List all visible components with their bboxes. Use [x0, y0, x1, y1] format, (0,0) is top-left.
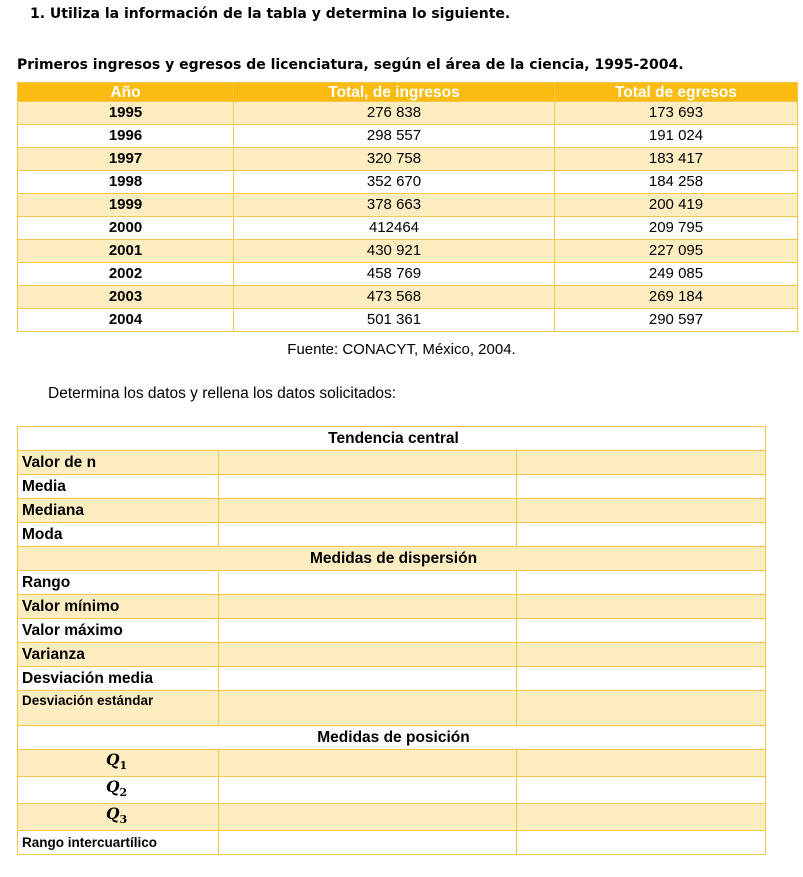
year-cell: 2002: [18, 263, 234, 286]
table-row: [18, 171, 798, 194]
table-row: [18, 125, 798, 148]
answer-cell[interactable]: [517, 643, 766, 667]
ingresos-cell: 320 758: [234, 148, 555, 171]
answer-cell[interactable]: [219, 571, 517, 595]
stat-label: Rango: [18, 571, 219, 595]
table-row: [18, 194, 798, 217]
egresos-cell: 290 597: [555, 309, 798, 332]
ingresos-cell: 352 670: [234, 171, 555, 194]
answer-cell[interactable]: [219, 643, 517, 667]
stat-label: Desviación estándar: [18, 691, 219, 726]
ingresos-cell: 458 769: [234, 263, 555, 286]
answer-cell[interactable]: [517, 523, 766, 547]
answer-cell[interactable]: [517, 451, 766, 475]
answer-cell[interactable]: [219, 523, 517, 547]
egresos-cell: 209 795: [555, 217, 798, 240]
answer-cell[interactable]: [517, 667, 766, 691]
column-header: Año: [18, 83, 234, 102]
stat-label: Valor máximo: [18, 619, 219, 643]
quartile-symbol: Q: [106, 777, 120, 797]
quartile-index: 2: [119, 786, 128, 800]
section-title-dispersion: Medidas de dispersión: [18, 547, 766, 571]
egresos-cell: 227 095: [555, 240, 798, 263]
stat-label: Desviación media: [18, 667, 219, 691]
answer-cell[interactable]: [219, 595, 517, 619]
answer-cell[interactable]: [219, 831, 517, 855]
egresos-cell: 183 417: [555, 148, 798, 171]
year-cell: 2000: [18, 217, 234, 240]
year-cell: 1998: [18, 171, 234, 194]
table-row: [18, 102, 798, 125]
answer-cell[interactable]: [219, 499, 517, 523]
year-cell: 2003: [18, 286, 234, 309]
egresos-cell: 173 693: [555, 102, 798, 125]
egresos-cell: 249 085: [555, 263, 798, 286]
egresos-cell: 191 024: [555, 125, 798, 148]
section-title-position: Medidas de posición: [18, 726, 766, 750]
egresos-cell: 269 184: [555, 286, 798, 309]
answer-cell[interactable]: [517, 691, 766, 726]
answer-cell[interactable]: [219, 750, 517, 777]
quartile-index: 3: [119, 813, 128, 827]
ingresos-cell: 298 557: [234, 125, 555, 148]
answer-cell[interactable]: [517, 619, 766, 643]
stat-label: Valor de n: [18, 451, 219, 475]
table-row: [18, 148, 798, 171]
ingresos-cell: 501 361: [234, 309, 555, 332]
quartile-label: [18, 750, 219, 777]
table-header-row: [18, 83, 798, 102]
stat-label: Valor mínimo: [18, 595, 219, 619]
answer-cell[interactable]: [517, 571, 766, 595]
ingresos-cell: 276 838: [234, 102, 555, 125]
quartile-label: [18, 777, 219, 804]
stat-label: Moda: [18, 523, 219, 547]
column-header: Total, de ingresos: [234, 83, 555, 102]
year-cell: 2001: [18, 240, 234, 263]
ingresos-cell: 378 663: [234, 194, 555, 217]
year-cell: 2004: [18, 309, 234, 332]
table-row: [18, 240, 798, 263]
answer-cell[interactable]: [517, 595, 766, 619]
answer-cell[interactable]: [219, 777, 517, 804]
quartile-label: [18, 804, 219, 831]
quartile-index: 1: [119, 759, 128, 773]
enrollment-table: [17, 82, 798, 332]
stat-label: Media: [18, 475, 219, 499]
year-cell: 1999: [18, 194, 234, 217]
answer-cell[interactable]: [517, 475, 766, 499]
stat-label: Rango intercuartílico: [18, 831, 219, 855]
year-cell: 1997: [18, 148, 234, 171]
table-row: [18, 263, 798, 286]
table-row: [18, 217, 798, 240]
answer-cell[interactable]: [219, 667, 517, 691]
answer-cell[interactable]: [219, 804, 517, 831]
ingresos-cell: 473 568: [234, 286, 555, 309]
section-title-central: Tendencia central: [18, 427, 766, 451]
stat-label: Mediana: [18, 499, 219, 523]
column-header: Total de egresos: [555, 83, 798, 102]
answer-cell[interactable]: [517, 831, 766, 855]
answer-cell[interactable]: [219, 691, 517, 726]
answer-cell[interactable]: [219, 451, 517, 475]
answer-cell[interactable]: [517, 804, 766, 831]
egresos-cell: 200 419: [555, 194, 798, 217]
ingresos-cell: 430 921: [234, 240, 555, 263]
answer-cell[interactable]: [517, 499, 766, 523]
stat-label: Varianza: [18, 643, 219, 667]
quartile-symbol: Q: [106, 750, 120, 769]
source-note: Fuente: CONACYT, México, 2004.: [287, 341, 516, 358]
answer-cell[interactable]: [219, 475, 517, 499]
answer-cell[interactable]: [219, 619, 517, 643]
egresos-cell: 184 258: [555, 171, 798, 194]
ingresos-cell: 412464: [234, 217, 555, 240]
question-heading: 1. Utiliza la información de la tabla y determina lo siguiente.: [30, 6, 511, 22]
answer-cell[interactable]: [517, 750, 766, 777]
table-row: [18, 286, 798, 309]
table-caption: Primeros ingresos y egresos de licenciatura, según el área de la ciencia, 1995-2004.: [17, 57, 684, 73]
year-cell: 1996: [18, 125, 234, 148]
statistics-table: [17, 426, 766, 855]
year-cell: 1995: [18, 102, 234, 125]
table-row: [18, 309, 798, 332]
answer-cell[interactable]: [517, 777, 766, 804]
quartile-symbol: Q: [106, 804, 120, 824]
instruction-text: Determina los datos y rellena los datos solicitados:: [48, 385, 397, 402]
